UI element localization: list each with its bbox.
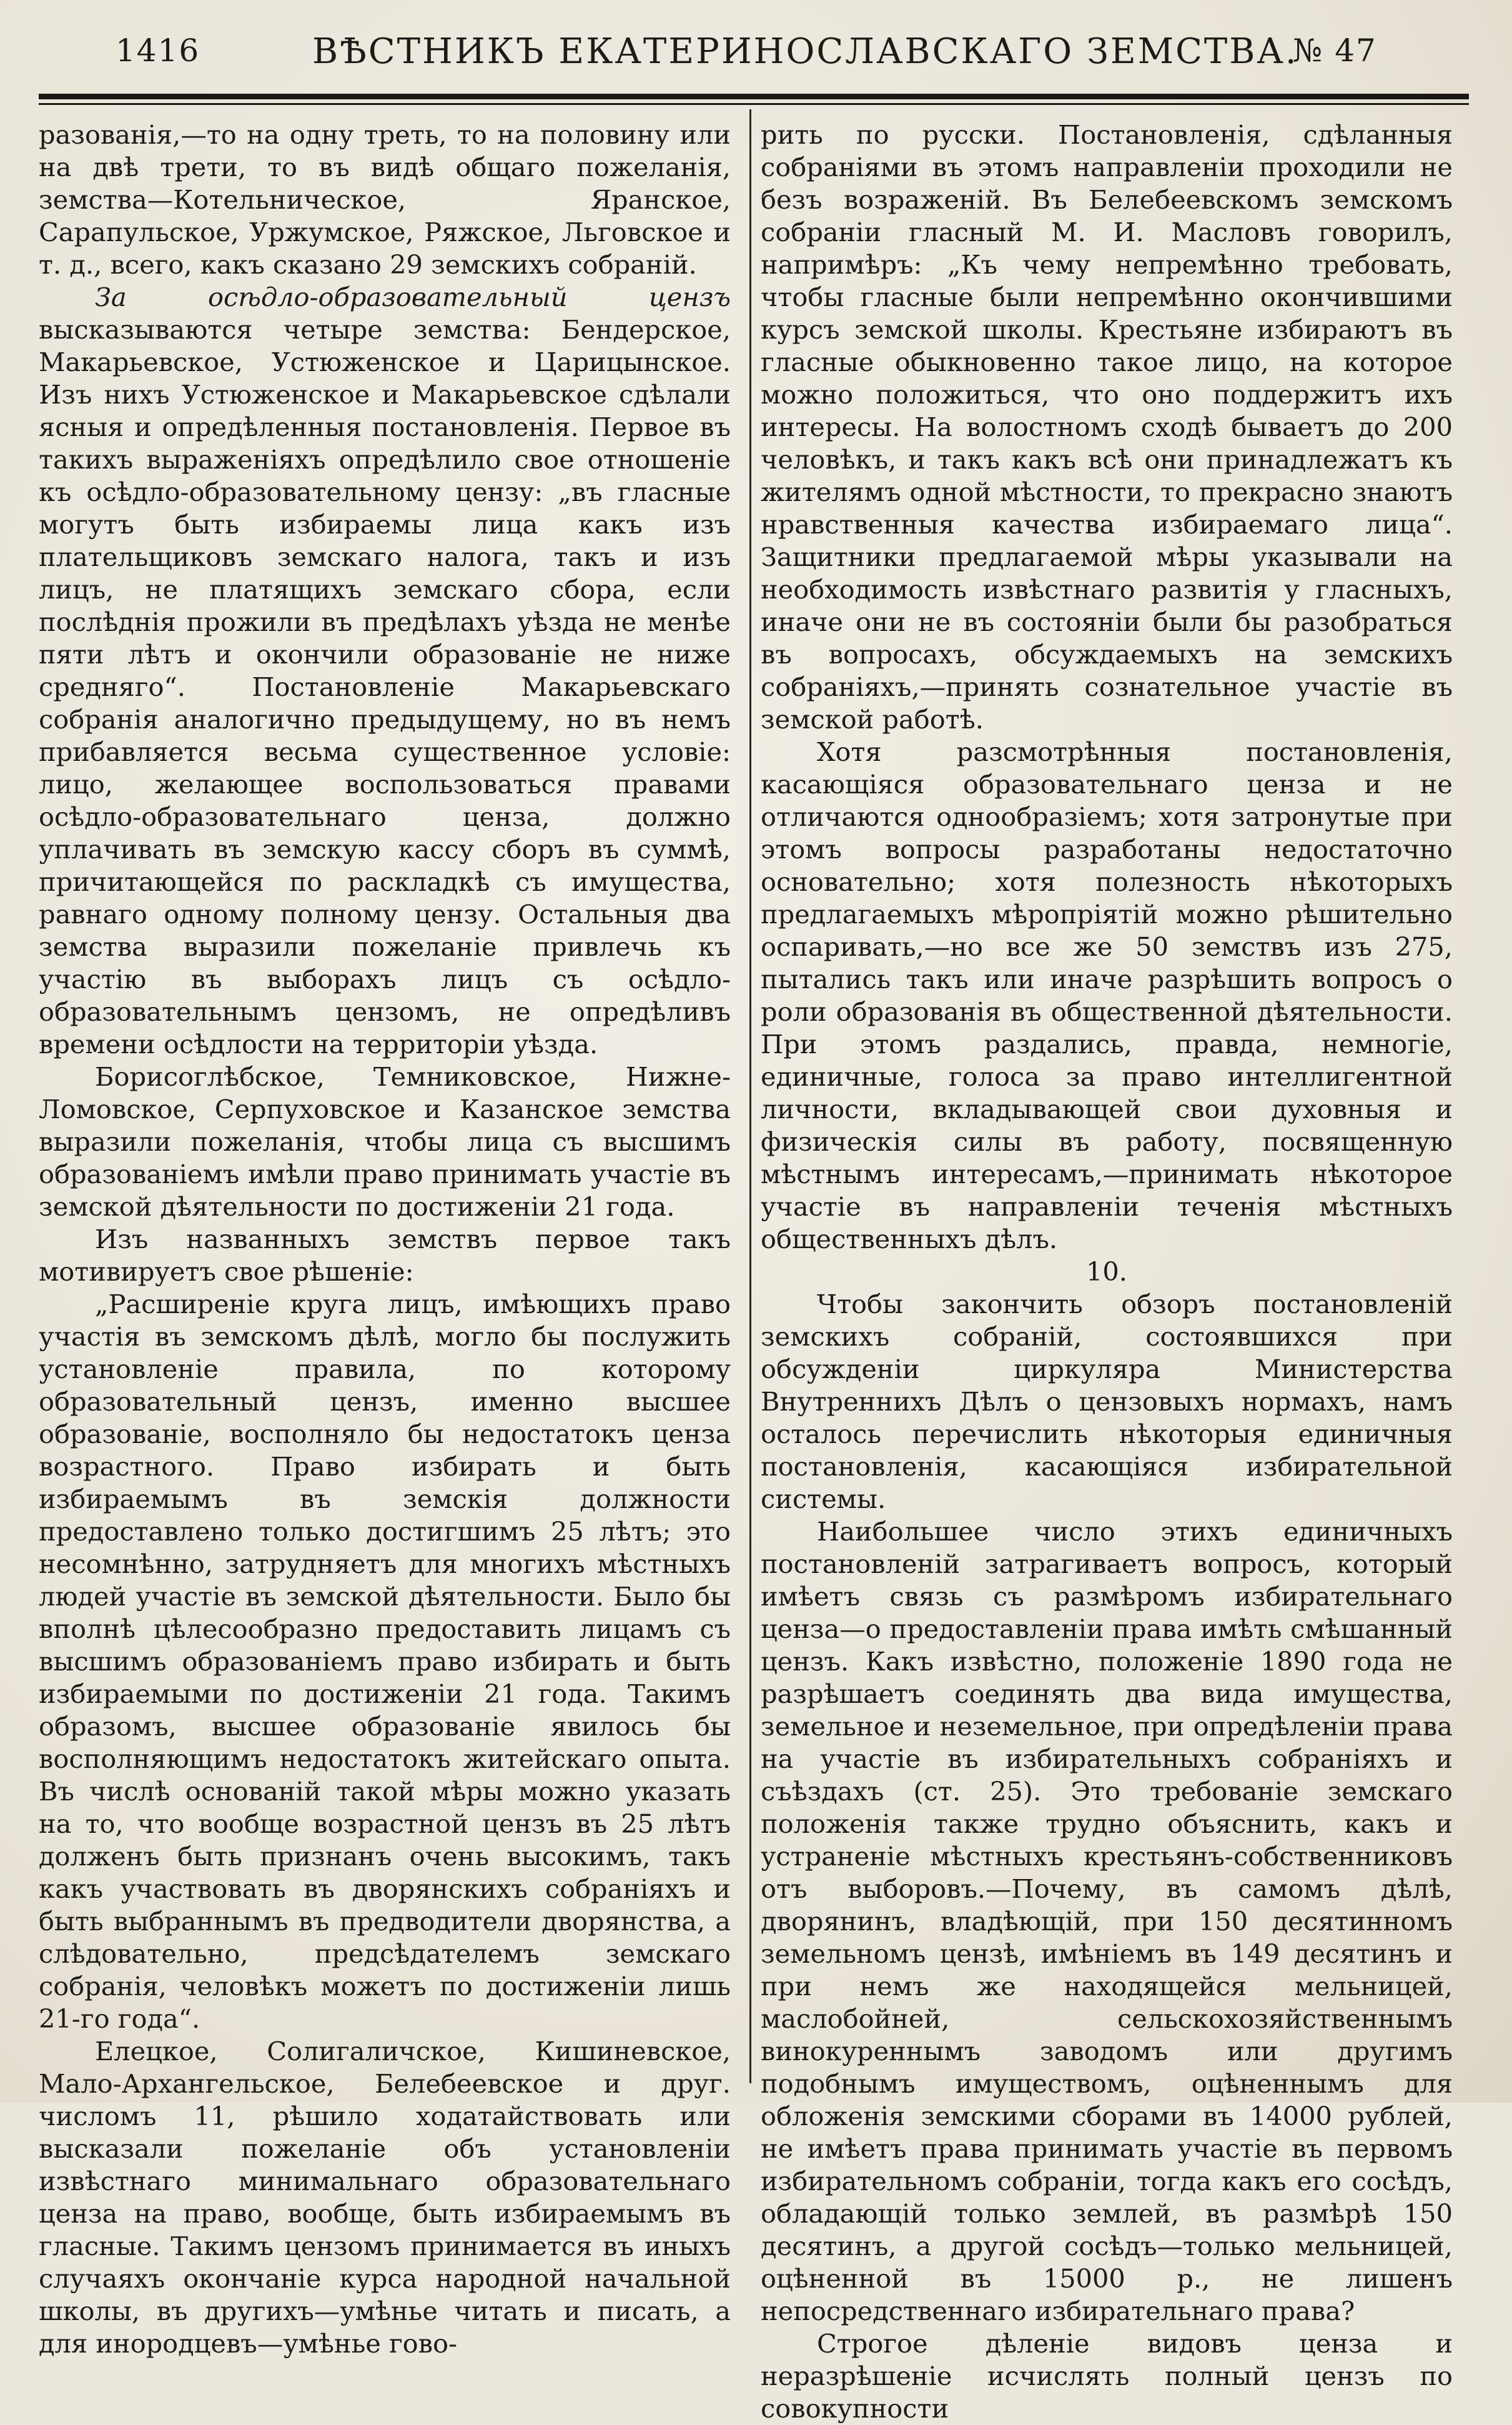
right-paragraph-3: Чтобы закончить обзоръ постановленій земскихъ собраній, состоявшихся при обсужденіи циркуляра Министерства Внутреннихъ Дѣлъ о цензовыхъ нормахъ, намъ осталось перечислить нѣкоторыя единичныя постановленія, касающіяся избирательной системы. [761, 1289, 1453, 1514]
left-quote-paragraph: „Расширеніе круга лицъ, имѣющихъ право участія въ земскомъ дѣлѣ, могло бы послужить установленіе правила, по которому образовательный цензъ, именно высшее образованіе, восполняло бы недостатокъ ценза возрастного. Право избирать и быть избираемымъ въ земскія должности предоставлено только достигшимъ 25 лѣтъ; это несомнѣнно, затрудняетъ для многихъ мѣстныхъ людей участіе въ земской дѣятельности. Было бы вполнѣ цѣлесообразно предоставить лицамъ съ высшимъ образованіемъ право избирать и быть избираемыми по достиженіи 21 года. Такимъ образомъ, высшее образованіе явилось бы восполняющимъ недостатокъ житейскаго опыта. Въ числѣ основаній такой мѣры можно указать на то, что вообще возрастной цензъ въ 25 лѣтъ долженъ быть признанъ очень высокимъ, такъ какъ участвовать въ дворянскихъ собраніяхъ и быть выбраннымъ въ предводители дворянства, а слѣдовательно, предсѣдателемъ земскаго собранія, человѣкъ можетъ по достиженіи лишь 21-го года“. [39, 1289, 731, 2034]
issue-number: № 47 [1293, 32, 1377, 69]
left-paragraph-2-italic-lead: За осѣдло-образовательный цензъ [95, 282, 731, 312]
left-paragraph-3: Борисоглѣбское, Темниковское, Нижне-Ломовское, Серпуховское и Казанское земства выразили пожеланія, чтобы лица съ высшимъ образованіемъ имѣли право принимать участіе въ земской дѣятельности по достиженіи 21 года. [39, 1061, 731, 1222]
column-divider [749, 109, 751, 2083]
right-paragraph-4: Наибольшее число этихъ единичныхъ постановленій затрагиваетъ вопросъ, который имѣетъ связь съ размѣромъ избирательнаго ценза—о предоставленіи права имѣть смѣшанный цензъ. Какъ извѣстно, положеніе 1890 года не разрѣшаетъ соединять два вида имущества, земельное и неземельное, при опредѣленіи права на участіе въ избирательныхъ собраніяхъ и съѣздахъ (ст. 25). Это требованіе земскаго положенія также трудно объяснить, какъ и устраненіе мѣстныхъ крестьянъ-собственниковъ отъ выборовъ.—Почему, въ самомъ дѣлѣ, дворянинъ, владѣющій, при 150 десятинномъ земельномъ цензѣ, имѣніемъ въ 149 десятинъ и при немъ же находящейся мельницей, маслобойней, сельскохозяйственнымъ винокуреннымъ заводомъ или другимъ подобнымъ имуществомъ, оцѣненнымъ для обложенія земскими сборами въ 14000 рублей, не имѣетъ права принимать участіе въ первомъ избирательномъ собраніи, тогда какъ его сосѣдъ, обладающій только землей, въ размѣрѣ 150 десятинъ, а другой сосѣдъ—только мельницей, оцѣненной въ 15000 р., не лишенъ непосредственнаго избирательнаго права? [761, 1516, 1453, 2326]
page-number: 1416 [116, 32, 200, 69]
left-paragraph-4: Изъ названныхъ земствъ первое такъ мотивируетъ свое рѣшеніе: [39, 1224, 731, 1287]
header-rule-thin [39, 103, 1469, 105]
journal-title: ВѢСТНИКЪ ЕКАТЕРИНОСЛАВСКАГО ЗЕМСТВА. [312, 31, 1298, 72]
left-column [39, 119, 731, 2360]
right-paragraph-1: рить по русски. Постановленія, сдѣланныя собраніями въ этомъ направленіи проходили не безъ возраженій. Въ Белебеевскомъ земскомъ собраніи гласный М. И. Масловъ говорилъ, напримѣръ: „Къ чему непремѣнно требовать, чтобы гласные были непремѣнно окончившими курсъ земской школы. Крестьяне избираютъ въ гласные обыкновенно такое лицо, на которое можно положиться, что оно поддержитъ ихъ интересы. На волостномъ сходѣ бываетъ до 200 человѣкъ, и такъ какъ всѣ они принадлежатъ къ жителямъ одной мѣстности, то прекрасно знаютъ нравственныя качества избираемаго лица“. Защитники предлагаемой мѣры указывали на необходимость извѣстнаго развитія у гласныхъ, иначе они не въ состояніи были бы разобраться въ вопросахъ, обсуждаемыхъ на земскихъ собраніяхъ,—принять сознательное участіе въ земской работѣ. [761, 119, 1453, 735]
right-paragraph-2: Хотя разсмотрѣнныя постановленія, касающіяся образовательнаго ценза и не отличаются однообразіемъ; хотя затронутые при этомъ вопросы разработаны недостаточно основательно; хотя полезность нѣкоторыхъ предлагаемыхъ мѣропріятій можно рѣшительно оспаривать,—но все же 50 земствъ изъ 275, пытались такъ или иначе разрѣшить вопросъ о роли образованія въ общественной дѣятельности. При этомъ раздались, правда, немногіе, единичные, голоса за право интеллигентной личности, вкладывающей свои духовныя и физическія силы въ работу, посвященную мѣстнымъ интересамъ,—принимать нѣкоторое участіе въ направленіи теченія мѣстныхъ общественныхъ дѣлъ. [761, 736, 1453, 1254]
header-rule-thick [39, 94, 1469, 99]
right-column [761, 119, 1453, 2425]
left-paragraph-1: разованія,—то на одну треть, то на половину или на двѣ трети, то въ видѣ общаго пожеланія, земства—Котельническое, Яранское, Сарапульское, Уржумское, Ряжское, Льговское и т. д., всего, какъ сказано 29 земскихъ собраній. [39, 119, 731, 280]
left-paragraph-6: Елецкое, Солигаличское, Кишиневское, Мало-Архангельское, Белебеевское и друг. числомъ 11, рѣшило ходатайствовать или высказали пожеланіе объ установленіи извѣстнаго минимальнаго образовательнаго ценза на право, вообще, быть избираемымъ въ гласные. Такимъ цензомъ принимается въ иныхъ случаяхъ окончаніе курса народной начальной школы, въ другихъ—умѣнье читать и писать, а для инородцевъ—умѣнье гово- [39, 2036, 731, 2359]
right-paragraph-5: Строгое дѣленіе видовъ ценза и неразрѣшеніе исчислять полный цензъ по совокупности [761, 2328, 1453, 2424]
section-number: 10. [1086, 1256, 1127, 1287]
left-paragraph-2-body: высказываются четыре земства: Бендерское, Макарьевское, Устюженское и Царицынское. Изъ нихъ Устюженское и Макарьевское сдѣлали ясныя и опредѣленныя постановленія. Первое въ такихъ выраженіяхъ опредѣлило свое отношеніе къ осѣдло-образовательному цензу: „въ гласные могутъ быть избираемы лица какъ изъ плательщиковъ земскаго налога, такъ и изъ лицъ, не платящихъ земскаго сбора, если послѣднія прожили въ предѣлахъ уѣзда не менѣе пяти лѣтъ и окончили образованіе не ниже средняго“. Постановленіе Макарьевскаго собранія аналогично предыдущему, но въ немъ прибавляется весьма существенное условіе: лицо, желающее воспользоваться правами осѣдло-образовательнаго ценза, должно уплачивать въ земскую кассу сборъ въ суммѣ, причитающейся по раскладкѣ съ имущества, равнаго одному полному цензу. Остальныя два земства выразили пожеланіе привлечь къ участію въ выборахъ лицъ съ осѣдло-образовательнымъ цензомъ, не опредѣливъ времени осѣдлости на территоріи уѣзда. [39, 314, 731, 1059]
left-paragraph-2 [39, 281, 731, 1061]
page-header [37, 19, 1468, 75]
